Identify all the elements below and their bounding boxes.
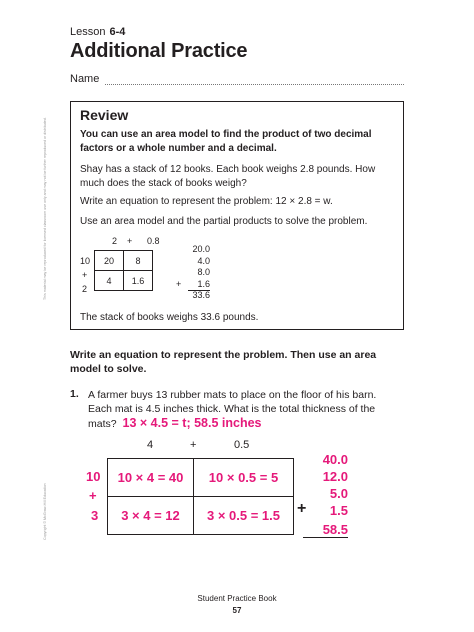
review-problem: Shay has a stack of 12 books. Each book weighs 2.8 pounds. How much does the stack of books weigh?: [80, 164, 376, 189]
small-top-plus: +: [127, 236, 133, 246]
copyright-note: Copyright © McGraw-Hill Education: [43, 483, 47, 540]
small-sum-line: [188, 290, 210, 291]
small-total: 33.6: [192, 290, 210, 301]
lesson-line: [70, 26, 125, 38]
small-partial-3: 8.0: [197, 267, 210, 278]
big-left-plus: +: [89, 488, 97, 503]
small-partial-2: 4.0: [197, 255, 210, 266]
lesson-number: 6-4: [109, 26, 126, 38]
big-top-plus: +: [190, 439, 197, 451]
big-total: 58.5: [322, 522, 348, 537]
practice-directions: Write an equation to represent the problem. Then use an area model to solve.: [70, 349, 377, 375]
big-sum-line: [303, 537, 348, 538]
page-number: 57: [232, 606, 242, 615]
small-left-label-1: 10: [80, 256, 91, 266]
small-area-model: [94, 250, 153, 291]
big-cell-2-2: 3 × 0.5 = 1.5: [194, 497, 294, 535]
problem-number: 1.: [70, 388, 79, 400]
small-partial-products: [184, 244, 210, 302]
page-title: Additional Practice: [70, 40, 248, 62]
name-field[interactable]: [105, 84, 404, 85]
permission-note: This material may be reproduced for licensed classroom use only and may not be further reproduced or distributed.: [43, 117, 47, 300]
problem-text: [88, 388, 398, 431]
small-cell-2-1: 4: [95, 271, 124, 291]
small-plus-sign: +: [176, 279, 182, 289]
small-cell-1-1: 20: [95, 251, 124, 271]
big-top-label-1: 4: [147, 439, 154, 451]
name-label: Name: [70, 73, 100, 85]
small-top-label-2: 0.8: [147, 236, 160, 246]
review-equation: Write an equation to represent the problem: 12 × 2.8 = w.: [80, 196, 333, 207]
small-cell-1-2: 8: [124, 251, 153, 271]
big-plus-sign: +: [297, 500, 307, 517]
big-partial-3: 5.0: [329, 486, 348, 501]
problem-statement: A farmer buys 13 rubber mats to place on the floor of his barn. Each mat is 4.5 inches thick. What is the total thickness of the mats?: [88, 389, 377, 430]
big-cell-1-2: 10 × 0.5 = 5: [194, 459, 294, 497]
big-partial-4: 1.5: [329, 503, 348, 518]
big-left-label-1: 10: [86, 469, 101, 484]
answer-equation: 13 × 4.5 = t; 58.5 inches: [122, 416, 262, 430]
big-partial-products: [300, 451, 348, 538]
big-left-label-2: 3: [91, 508, 99, 523]
footer-book: Student Practice Book: [197, 594, 277, 603]
small-top-label-1: 2: [112, 236, 118, 246]
review-intro: You can use an area model to find the product of two decimal factors or a whole number and a decimal.: [80, 129, 372, 154]
big-partial-1: 40.0: [322, 452, 348, 467]
big-cell-1-1: 10 × 4 = 40: [108, 459, 194, 497]
big-cell-2-1: 3 × 4 = 12: [108, 497, 194, 535]
small-cell-2-2: 1.6: [124, 271, 153, 291]
big-partial-2: 12.0: [322, 469, 348, 484]
small-left-plus: +: [82, 270, 88, 280]
big-top-label-2: 0.5: [234, 439, 250, 451]
review-instruction: Use an area model and the partial products to solve the problem.: [80, 216, 368, 227]
big-area-model: [107, 458, 294, 535]
small-partial-4: 1.6: [197, 278, 210, 289]
small-left-label-2: 2: [82, 284, 88, 294]
review-heading: Review: [80, 107, 129, 123]
review-conclusion: The stack of books weighs 33.6 pounds.: [80, 312, 259, 323]
lesson-label: Lesson: [70, 26, 106, 38]
small-partial-1: 20.0: [192, 244, 210, 254]
